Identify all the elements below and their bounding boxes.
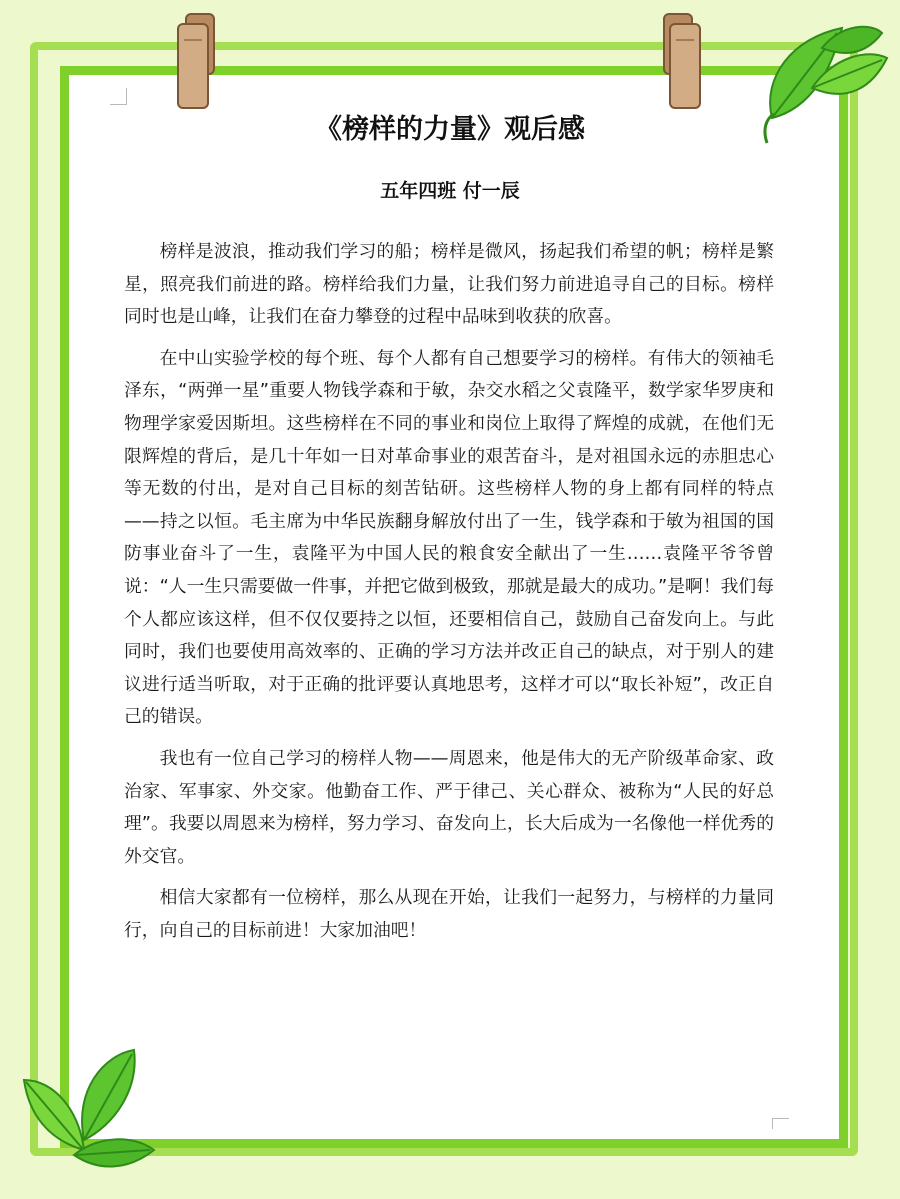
- paragraph-4: 相信大家都有一位榜样，那么从现在开始，让我们一起努力，与榜样的力量同行，向自己的目标前进！大家加油吧！: [124, 887, 774, 941]
- document-title: 《榜样的力量》观后感: [315, 114, 585, 145]
- paragraph-2: 在中山实验学校的每个班、每个人都有自己想要学习的榜样。有伟大的领袖毛泽东，“两弹一星”重要人物钱学森和于敏，杂交水稻之父袁隆平，数学家华罗庚和物理学家爱因斯坦。这些榜样在不同的事业和岗位上取得了辉煌的成就，在他们无限辉煌的背后，是几十年如一日对革命事业的艰苦奋斗，是对祖国永远的赤胆忠心等无数的付出，是对自己目标的刻苦钻研。这些榜样人物的身上都有同样的特点——持之以恒。毛主席为中华民族翻身解放付出了一生，钱学森和于敏为祖国的国防事业奋斗了一生，袁隆平为中国人民的粮食安全献出了一生……袁隆平爷爷曾说：“人一生只需要做一件事，并把它做到极致，那就是最大的成功。”是啊！我们每个人都应该这样，但不仅仅要持之以恒，还要相信自己，鼓励自己奋发向上。与此同时，我们也要使用高效率的、正确的学习方法并改正自己的缺点，对于别人的建议进行适当听取，对于正确的批评要认真地思考，这样才可以“取长补短”，改正自己的错误。: [124, 347, 774, 728]
- paper-clip-left-icon: [172, 10, 224, 110]
- leaves-bottom-left-icon: [14, 1040, 164, 1180]
- crop-mark-bottom-right: [772, 1118, 789, 1129]
- crop-mark-top-left: [110, 88, 127, 105]
- paper-clip-right-icon: [654, 10, 706, 110]
- essay-body: [124, 236, 774, 956]
- paragraph-3: 我也有一位自己学习的榜样人物——周恩来，他是伟大的无产阶级革命家、政治家、军事家、外交家。他勤奋工作、严于律己、关心群众、被称为“人民的好总理”。我要以周恩来为榜样，努力学习、奋发向上，长大后成为一名像他一样优秀的外交官。: [124, 747, 774, 867]
- paragraph-1: 榜样是波浪，推动我们学习的船；榜样是微风，扬起我们希望的帆；榜样是繁星，照亮我们前进的路。榜样给我们力量，让我们努力前进追寻自己的目标。榜样同时也是山峰，让我们在奋力攀登的过程中品味到收获的欣喜。: [124, 241, 774, 328]
- leaves-top-right-icon: [752, 18, 892, 148]
- author-line: 五年四班 付一辰: [380, 180, 520, 202]
